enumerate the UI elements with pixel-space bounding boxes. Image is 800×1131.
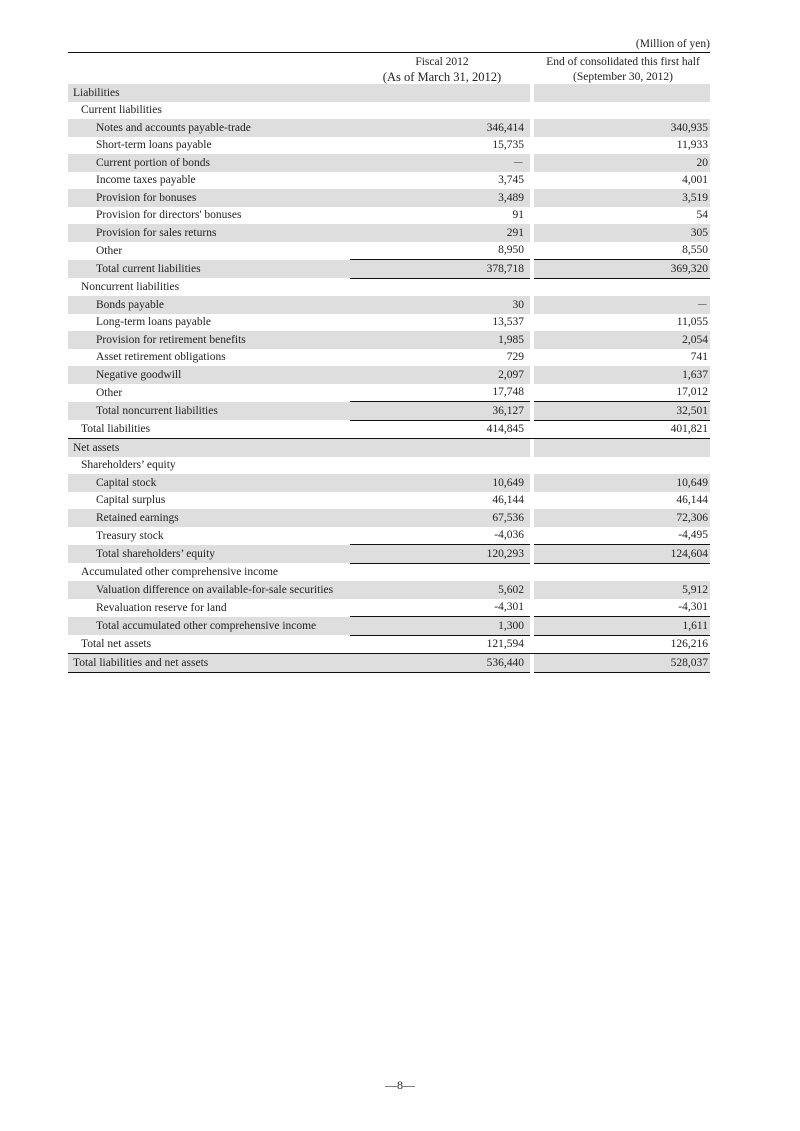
section-row xyxy=(68,457,710,475)
column-header-first-half xyxy=(536,55,710,84)
section-row xyxy=(68,84,710,102)
row-label: Current portion of bonds xyxy=(68,154,350,172)
fiscal-2012-value: 91 xyxy=(512,209,524,222)
table-row xyxy=(68,314,710,332)
table-row xyxy=(68,474,710,492)
row-label: Net assets xyxy=(68,439,350,457)
fiscal-2012-value: 414,845 xyxy=(350,420,530,439)
first-half-value: 8,550 xyxy=(682,244,708,257)
first-half-value: 32,501 xyxy=(534,402,710,421)
row-label: Shareholders’ equity xyxy=(81,459,176,472)
table-row xyxy=(68,599,710,617)
first-half-value: 54 xyxy=(696,209,708,222)
row-label: Treasury stock xyxy=(96,529,164,542)
section-row xyxy=(68,563,710,581)
row-label: Short-term loans payable xyxy=(96,139,212,152)
fiscal-2012-value xyxy=(350,457,530,475)
total-row xyxy=(68,635,710,654)
fiscal-2012-value: 46,144 xyxy=(492,494,524,507)
first-half-value xyxy=(534,84,710,102)
row-label: Provision for directors' bonuses xyxy=(96,209,242,222)
row-label: Total noncurrent liabilities xyxy=(68,402,350,421)
first-half-value: 528,037 xyxy=(534,654,710,673)
row-label: Total current liabilities xyxy=(68,260,350,279)
first-half-value: -4,495 xyxy=(678,529,708,542)
fiscal-2012-value: 121,594 xyxy=(350,635,530,654)
row-label: Retained earnings xyxy=(68,509,350,527)
grand-total-row xyxy=(68,654,710,673)
fiscal-2012-value: 17,748 xyxy=(492,386,524,399)
first-half-value: 124,604 xyxy=(534,545,710,564)
first-half-value: 4,001 xyxy=(682,174,708,187)
first-half-value: 11,055 xyxy=(676,316,708,329)
fiscal-2012-value: -4,036 xyxy=(494,529,524,542)
first-half-value: 72,306 xyxy=(534,509,710,527)
table-row xyxy=(68,349,710,367)
fiscal-2012-value: 1,300 xyxy=(350,617,530,636)
first-half-value xyxy=(534,439,710,457)
column-header-line: Fiscal 2012 xyxy=(415,56,469,68)
fiscal-2012-value: 1,985 xyxy=(350,331,530,349)
fiscal-2012-value: 67,536 xyxy=(350,509,530,527)
row-label: Provision for retirement benefits xyxy=(68,331,350,349)
fiscal-2012-value: 3,745 xyxy=(498,174,524,187)
row-label: Accumulated other comprehensive income xyxy=(81,566,279,578)
subtotal-row xyxy=(68,617,710,636)
fiscal-2012-value: 346,414 xyxy=(350,119,530,137)
fiscal-2012-value xyxy=(350,84,530,102)
row-label: Noncurrent liabilities xyxy=(81,281,180,293)
fiscal-2012-value: 3,489 xyxy=(350,189,530,207)
row-label: Capital stock xyxy=(68,474,350,492)
table-row xyxy=(68,331,710,349)
row-label: Revaluation reserve for land xyxy=(96,601,227,614)
section-row xyxy=(68,439,710,457)
balance-sheet-table xyxy=(68,84,710,673)
first-half-value: 2,054 xyxy=(534,331,710,349)
fiscal-2012-value xyxy=(350,563,530,581)
row-label: Other xyxy=(96,244,123,257)
first-half-value: 1,637 xyxy=(534,366,710,384)
fiscal-2012-value xyxy=(350,278,530,296)
fiscal-2012-value: 8,950 xyxy=(498,244,524,257)
column-header-line: End of consolidated this first half xyxy=(546,56,700,68)
table-row xyxy=(68,509,710,527)
fiscal-2012-value xyxy=(350,102,530,120)
first-half-value: 17,012 xyxy=(676,386,708,399)
table-row xyxy=(68,527,710,545)
table-row xyxy=(68,242,710,260)
unit-label: (Million of yen) xyxy=(635,38,710,50)
row-label: Bonds payable xyxy=(68,296,350,314)
fiscal-2012-value: 36,127 xyxy=(350,402,530,421)
row-label: Total net assets xyxy=(81,638,152,650)
table-top-rule xyxy=(68,52,710,53)
row-label: Current liabilities xyxy=(81,104,162,117)
page-number: ―8― xyxy=(385,1078,415,1092)
first-half-value: － xyxy=(534,296,710,314)
total-row xyxy=(68,420,710,439)
fiscal-2012-value: 15,735 xyxy=(492,139,524,152)
row-label: Capital surplus xyxy=(96,494,166,507)
subtotal-row xyxy=(68,402,710,421)
section-row xyxy=(68,278,710,296)
table-row xyxy=(68,189,710,207)
fiscal-2012-value: 729 xyxy=(506,351,524,364)
fiscal-2012-value: 536,440 xyxy=(350,654,530,673)
first-half-value: 3,519 xyxy=(534,189,710,207)
first-half-value: 11,933 xyxy=(676,139,708,152)
subtotal-row xyxy=(68,260,710,279)
fiscal-2012-value: 378,718 xyxy=(350,260,530,279)
table-row xyxy=(68,137,710,155)
row-label: Valuation difference on available-for-sale securities xyxy=(68,581,350,599)
table-row xyxy=(68,154,710,172)
first-half-value: 5,912 xyxy=(534,581,710,599)
first-half-value: 20 xyxy=(534,154,710,172)
table-row xyxy=(68,207,710,225)
fiscal-2012-value: 2,097 xyxy=(350,366,530,384)
first-half-value: 10,649 xyxy=(534,474,710,492)
table-row xyxy=(68,492,710,510)
row-label: Notes and accounts payable-trade xyxy=(68,119,350,137)
subtotal-row xyxy=(68,545,710,564)
fiscal-2012-value xyxy=(350,439,530,457)
table-row xyxy=(68,119,710,137)
row-label: Negative goodwill xyxy=(68,366,350,384)
row-label: Long-term loans payable xyxy=(96,316,211,329)
first-half-value xyxy=(534,457,710,475)
first-half-value: 340,935 xyxy=(534,119,710,137)
row-label: Provision for sales returns xyxy=(68,224,350,242)
first-half-value: 401,821 xyxy=(534,420,710,439)
fiscal-2012-value: -4,301 xyxy=(494,601,524,614)
row-label: Liabilities xyxy=(68,84,350,102)
table-row xyxy=(68,296,710,314)
fiscal-2012-value: 120,293 xyxy=(350,545,530,564)
fiscal-2012-value: － xyxy=(350,154,530,172)
first-half-value: 1,611 xyxy=(534,617,710,636)
row-label: Income taxes payable xyxy=(96,174,196,187)
row-label: Total accumulated other comprehensive income xyxy=(68,617,350,636)
first-half-value: 126,216 xyxy=(534,635,710,654)
fiscal-2012-value: 30 xyxy=(350,296,530,314)
fiscal-2012-value: 291 xyxy=(350,224,530,242)
first-half-value: 46,144 xyxy=(676,494,708,507)
row-label: Other xyxy=(96,386,123,399)
first-half-value: 369,320 xyxy=(534,260,710,279)
section-row xyxy=(68,102,710,120)
fiscal-2012-value: 10,649 xyxy=(350,474,530,492)
row-label: Asset retirement obligations xyxy=(96,351,226,364)
row-label: Total liabilities and net assets xyxy=(68,654,350,673)
row-label: Total liabilities xyxy=(81,423,151,435)
table-row xyxy=(68,384,710,402)
column-header-line: (September 30, 2012) xyxy=(573,70,673,83)
first-half-value xyxy=(534,102,710,120)
row-label: Total shareholders’ equity xyxy=(68,545,350,564)
column-header-line: (As of March 31, 2012) xyxy=(382,69,502,84)
row-label: Provision for bonuses xyxy=(68,189,350,207)
first-half-value: 741 xyxy=(690,351,708,364)
table-row xyxy=(68,224,710,242)
table-row xyxy=(68,366,710,384)
column-header-fiscal-2012 xyxy=(352,55,532,84)
first-half-value: 305 xyxy=(534,224,710,242)
fiscal-2012-value: 5,602 xyxy=(350,581,530,599)
first-half-value xyxy=(534,563,710,581)
table-row xyxy=(68,581,710,599)
table-row xyxy=(68,172,710,190)
first-half-value xyxy=(534,278,710,296)
fiscal-2012-value: 13,537 xyxy=(492,316,524,329)
first-half-value: -4,301 xyxy=(678,601,708,614)
